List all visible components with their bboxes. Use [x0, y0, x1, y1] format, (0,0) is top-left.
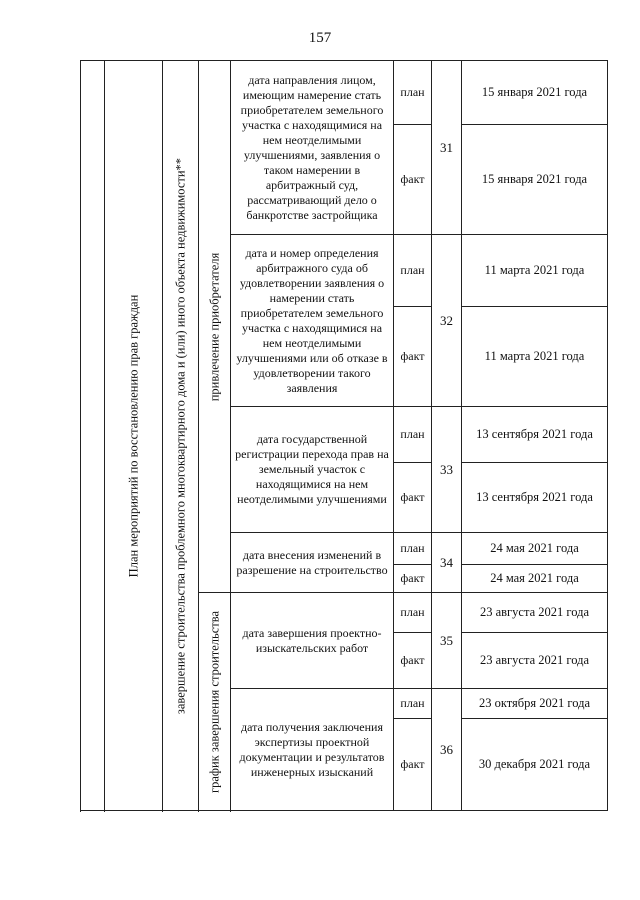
plan-title-cell — [105, 61, 163, 811]
row-34-plan-date: 24 мая 2021 года — [462, 533, 608, 565]
row-33-number: 33 — [432, 407, 462, 533]
row-32-fact-label: факт — [394, 307, 432, 407]
section-b-label: график завершения строительства — [207, 610, 221, 793]
row-34-number: 34 — [432, 533, 462, 593]
row-35-number: 35 — [432, 593, 462, 689]
row-31-number: 31 — [432, 61, 462, 235]
completion-title-cell — [163, 61, 199, 811]
row-32-plan-date: 11 марта 2021 года — [462, 235, 608, 307]
row-35-plan-date: 23 августа 2021 года — [462, 593, 608, 633]
row-31-fact-label: факт — [394, 125, 432, 235]
row-35-description: дата завершения проектно-изыскательских работ — [231, 593, 394, 689]
row-33-plan-date: 13 сентября 2021 года — [462, 407, 608, 463]
row-36-number: 36 — [432, 689, 462, 811]
row-36-fact-label: факт — [394, 719, 432, 811]
row-34-fact-label: факт — [394, 565, 432, 593]
row-34-plan-label: план — [394, 533, 432, 565]
page-number: 157 — [308, 30, 332, 46]
row-35-fact-date: 23 августа 2021 года — [462, 633, 608, 689]
section-b-cell — [199, 593, 231, 811]
row-32-description: дата и номер определения арбитражного суда об удовлетворении заявления о намерении стать приобретателем земельного участка с находящимися на нем неотделимыми улучшениями или об отказе в удовлетворении такого заявления — [231, 235, 394, 407]
plan-title: План мероприятий по восстановлению прав граждан — [126, 294, 140, 577]
empty-vertical-column — [81, 61, 105, 811]
row-36-plan-date: 23 октября 2021 года — [462, 689, 608, 719]
row-36-fact-date: 30 декабря 2021 года — [462, 719, 608, 811]
row-33-description: дата государственной регистрации перехода прав на земельный участок с находящимися на нем неотделимыми улучшениями — [231, 407, 394, 533]
row-34-description: дата внесения изменений в разрешение на строительство — [231, 533, 394, 593]
row-36-description: дата получения заключения экспертизы проектной документации и результатов инженерных изысканий — [231, 689, 394, 811]
row-31-description: дата направления лицом, имеющим намерение стать приобретателем земельного участка с находящимися на нем неотделимыми улучшениями, заявления о таком намерении в арбитражный суд, рассматривающий дело о банкротстве застройщика — [231, 61, 394, 235]
row-35-fact-label: факт — [394, 633, 432, 689]
row-33-plan-label: план — [394, 407, 432, 463]
section-a-label: привлечение приобретателя — [207, 252, 221, 401]
row-33-fact-label: факт — [394, 463, 432, 533]
row-32-plan-label: план — [394, 235, 432, 307]
row-32-number: 32 — [432, 235, 462, 407]
row-36-plan-label: план — [394, 689, 432, 719]
plan-table — [80, 60, 608, 811]
completion-title: завершение строительства проблемного многоквартирного дома и (или) иного объекта недвижимости** — [173, 157, 187, 714]
row-33-fact-date: 13 сентября 2021 года — [462, 463, 608, 533]
row-31-plan-date: 15 января 2021 года — [462, 61, 608, 125]
section-a-cell — [199, 61, 231, 593]
row-31-plan-label: план — [394, 61, 432, 125]
row-31-fact-date: 15 января 2021 года — [462, 125, 608, 235]
row-35-plan-label: план — [394, 593, 432, 633]
row-32-fact-date: 11 марта 2021 года — [462, 307, 608, 407]
row-34-fact-date: 24 мая 2021 года — [462, 565, 608, 593]
